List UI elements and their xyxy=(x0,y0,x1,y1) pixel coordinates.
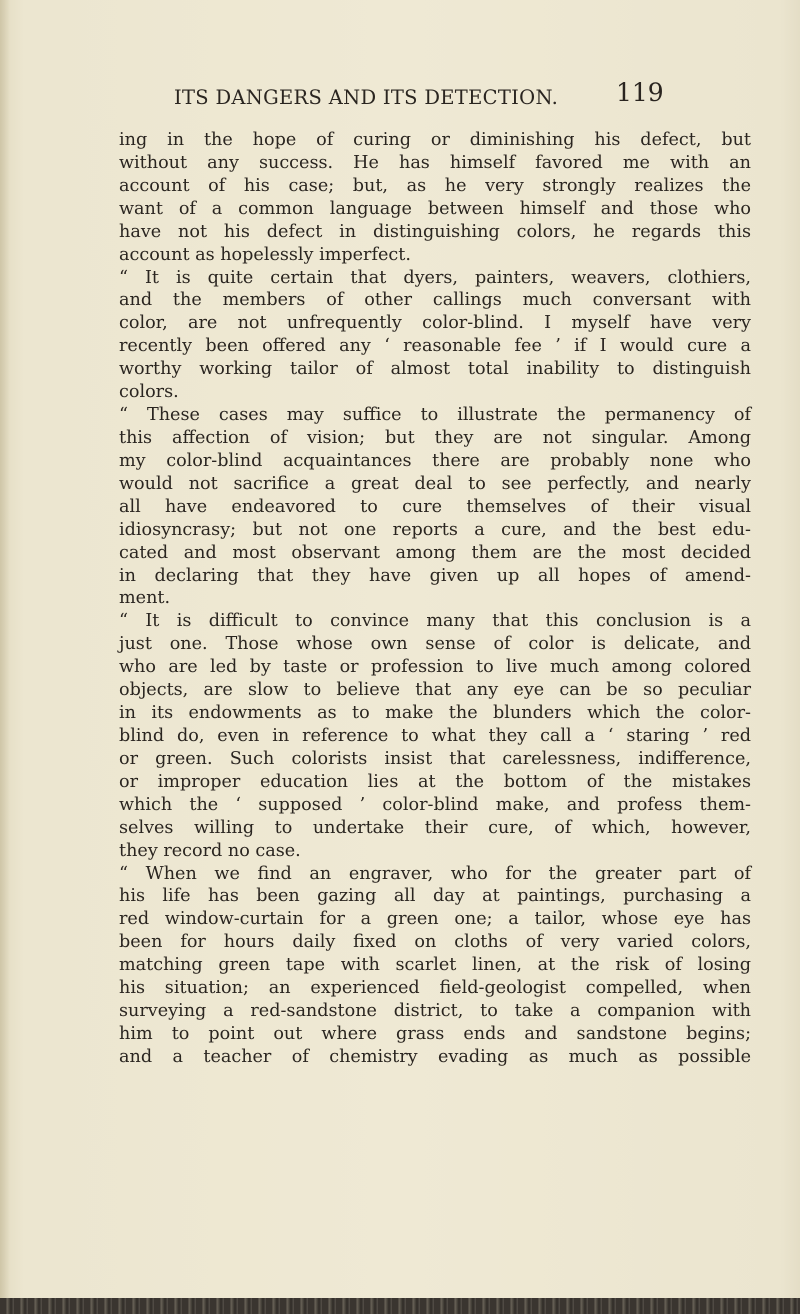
text-line: which the ‘ supposed ’ color-blind make, and profess them- xyxy=(119,794,751,815)
text-line: him to point out where grass ends and sandstone begins; xyxy=(119,1023,751,1044)
page-number: 119 xyxy=(616,78,664,107)
text-line: surveying a red-sandstone district, to take a companion with xyxy=(119,1001,751,1022)
text-line: in its endowments as to make the blunders which the color- xyxy=(119,703,751,724)
text-line: blind do, even in reference to what they call a ‘ staring ’ red xyxy=(119,725,751,746)
text-line: my color-blind acquaintances there are probably none who xyxy=(119,450,751,471)
text-line: have not his defect in distinguishing colors, he regards this xyxy=(119,221,751,242)
text-line: in declaring that they have given up all hopes of amend- xyxy=(119,565,751,586)
text-line: his situation; an experienced field-geologist compelled, when xyxy=(119,978,751,999)
text-line: want of a common language between himself and those who xyxy=(119,198,751,219)
text-line: ing in the hope of curing or diminishing his defect, but xyxy=(119,130,751,150)
text-line: account as hopelessly imperfect. xyxy=(119,244,411,265)
text-line: and a teacher of chemistry evading as much as possible xyxy=(119,1046,751,1067)
text-line: this affection of vision; but they are not singular. Among xyxy=(119,427,751,448)
text-line: “ These cases may suffice to illustrate the permanency of xyxy=(119,405,751,426)
running-head: ITS DANGERS AND ITS DETECTION. xyxy=(174,86,559,109)
text-line: would not sacrifice a great deal to see perfectly, and nearly xyxy=(119,473,751,494)
text-line: or improper education lies at the bottom of the mistakes xyxy=(119,771,751,792)
text-line: his life has been gazing all day at paintings, purchasing a xyxy=(119,886,751,907)
text-line: been for hours daily fixed on cloths of very varied colors, xyxy=(119,932,751,953)
body-text xyxy=(119,129,751,1069)
page-header xyxy=(0,76,800,116)
text-line: objects, are slow to believe that any eye can be so peculiar xyxy=(119,680,751,701)
text-line: all have endeavored to cure themselves of their visual xyxy=(119,496,751,517)
text-line: “ It is quite certain that dyers, painters, weavers, clothiers, xyxy=(119,267,751,288)
text-line: color, are not unfrequently color-blind. I myself have very xyxy=(119,313,751,334)
text-line: matching green tape with scarlet linen, at the risk of losing xyxy=(119,955,751,976)
text-line: and the members of other callings much conversant with xyxy=(119,290,751,311)
text-line: red window-curtain for a green one; a tailor, whose eye has xyxy=(119,909,751,930)
bottom-binding-edge xyxy=(0,1298,800,1314)
text-line: cated and most observant among them are the most decided xyxy=(119,542,751,563)
text-line: account of his case; but, as he very strongly realizes the xyxy=(119,175,751,196)
text-line: worthy working tailor of almost total inability to distinguish xyxy=(119,359,751,380)
text-line: “ It is difficult to convince many that this conclusion is a xyxy=(119,611,751,632)
text-line: who are led by taste or profession to live much among colored xyxy=(119,657,751,678)
text-line: without any success. He has himself favored me with an xyxy=(119,152,751,173)
text-line: selves willing to undertake their cure, of which, however, xyxy=(119,817,751,838)
text-line: or green. Such colorists insist that carelessness, indifference, xyxy=(119,748,751,769)
text-line: ment. xyxy=(119,588,171,609)
page-gutter-shadow xyxy=(0,0,10,1314)
text-line: “ When we find an engraver, who for the greater part of xyxy=(119,863,751,884)
text-line: just one. Those whose own sense of color is delicate, and xyxy=(119,634,751,655)
text-line: colors. xyxy=(119,382,179,403)
text-line: they record no case. xyxy=(119,840,301,861)
text-line: recently been offered any ‘ reasonable fee ’ if I would cure a xyxy=(119,336,751,357)
text-line: idiosyncrasy; but not one reports a cure, and the best edu- xyxy=(119,519,751,540)
